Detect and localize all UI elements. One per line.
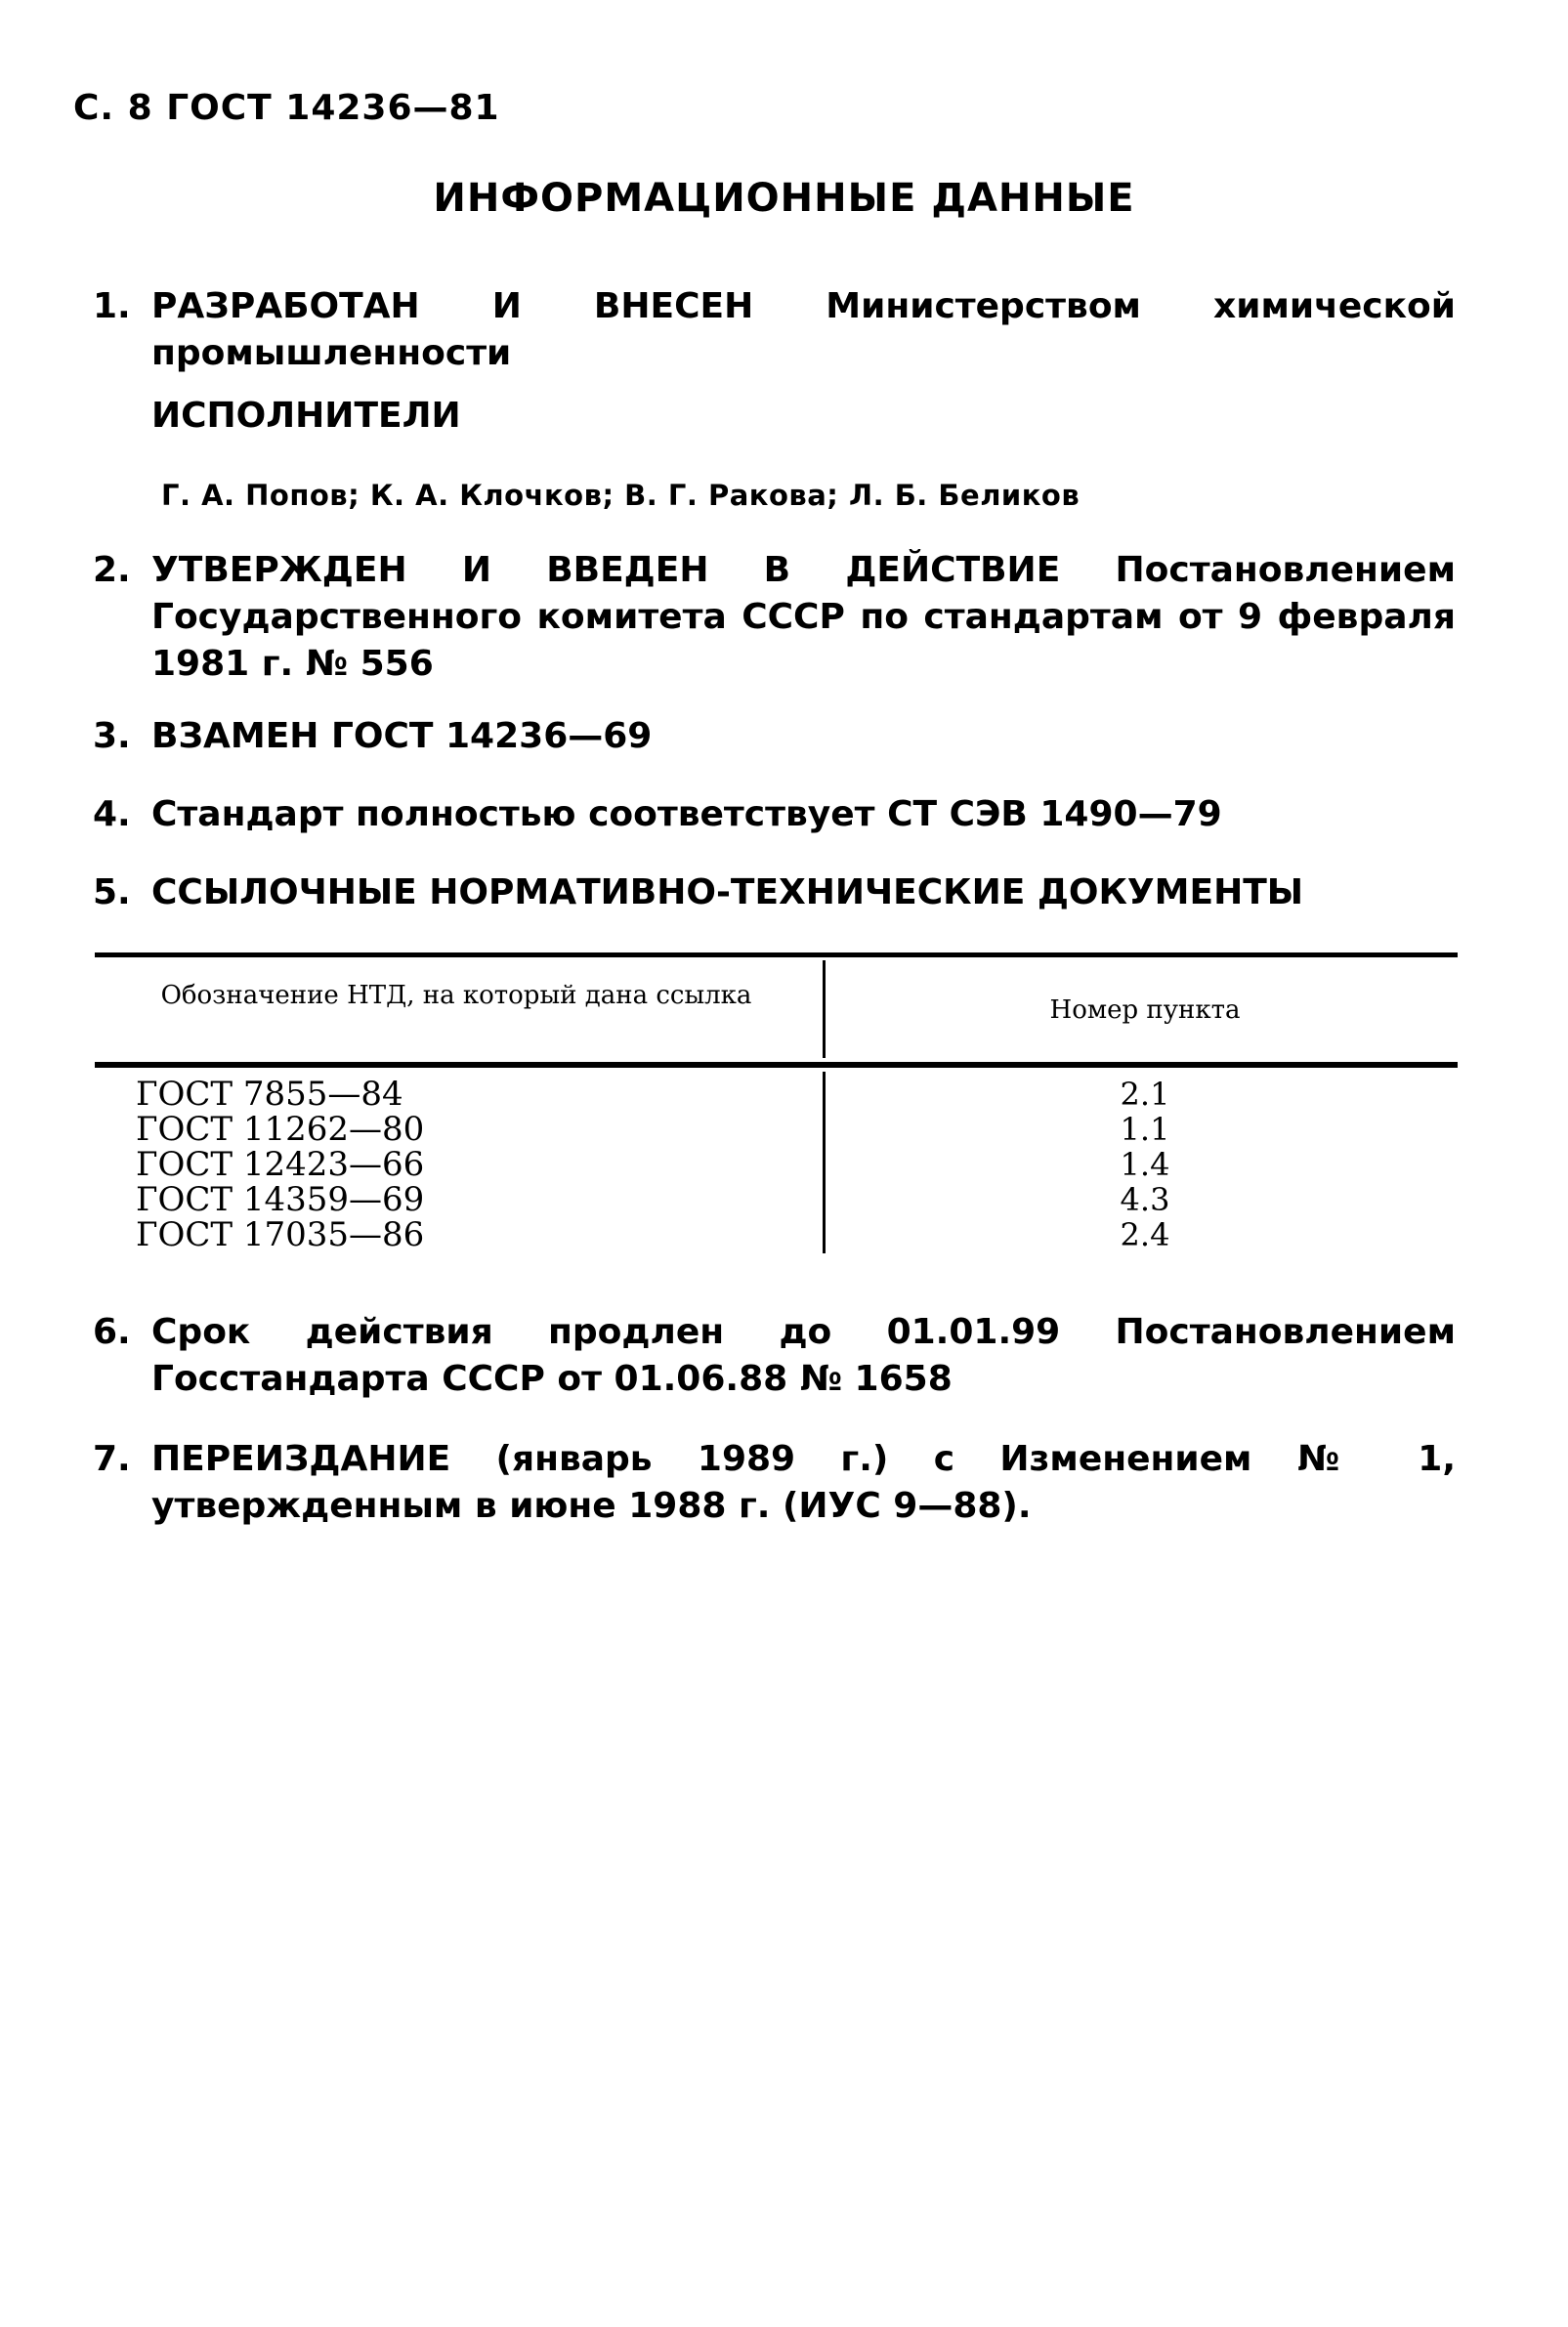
executors-list: Г. А. Попов; К. А. Клочков; В. Г. Ракова; Л. Б. Беликов xyxy=(161,479,1081,512)
info-item-3 xyxy=(93,713,1456,760)
page-title: ИНФОРМАЦИОННЫЕ ДАННЫЕ xyxy=(433,176,1135,221)
item-number: 7. xyxy=(93,1439,131,1479)
item-number: 4. xyxy=(93,794,131,834)
table-column-divider xyxy=(823,960,826,1058)
item-number: 1. xyxy=(93,286,131,326)
info-item-4 xyxy=(93,791,1456,838)
executors-heading: ИСПОЛНИТЕЛИ xyxy=(151,396,461,436)
item-text: ССЫЛОЧНЫЕ НОРМАТИВНО-ТЕХНИЧЕСКИЕ ДОКУМЕНТЫ xyxy=(151,872,1304,912)
table-cell-designation: ГОСТ 7855—84 xyxy=(136,1075,403,1114)
reference-table xyxy=(95,952,1458,1280)
table-cell-clause-number: 2.4 xyxy=(1120,1216,1170,1253)
table-cell-designation: ГОСТ 17035—86 xyxy=(136,1215,425,1254)
table-cell-clause-number: 4.3 xyxy=(1120,1181,1170,1218)
page-header: С. 8 ГОСТ 14236—81 xyxy=(73,88,500,128)
item-text: УТВЕРЖДЕН И ВВЕДЕН В ДЕЙСТВИЕ Постановлением Государственного комитета СССР по стандартам от 9 февраля 1981 г. № 556 xyxy=(151,550,1456,684)
item-number: 5. xyxy=(93,872,131,912)
info-item-1 xyxy=(93,283,1456,377)
table-column-clause-number xyxy=(837,1077,1453,1252)
info-item-6 xyxy=(93,1309,1456,1403)
item-text: РАЗРАБОТАН И ВНЕСЕН Министерством химической промышленности xyxy=(151,286,1456,373)
table-cell-clause-number: 1.4 xyxy=(1120,1146,1170,1183)
item-text: Срок действия продлен до 01.01.99 Постановлением Госстандарта СССР от 01.06.88 № 1658 xyxy=(151,1312,1456,1399)
table-header-clause-number: Номер пункта xyxy=(1049,995,1241,1025)
table-cell-designation: ГОСТ 12423—66 xyxy=(136,1145,425,1184)
item-text: ПЕРЕИЗДАНИЕ (январь 1989 г.) с Изменением № 1, утвержденным в июне 1988 г. (ИУС 9—88). xyxy=(151,1439,1456,1526)
table-top-rule xyxy=(95,952,1458,957)
item-text: Стандарт полностью соответствует СТ СЭВ 1490—79 xyxy=(151,794,1222,834)
info-item-2 xyxy=(93,547,1456,688)
table-cell-designation: ГОСТ 11262—80 xyxy=(136,1110,425,1149)
table-column-designation xyxy=(136,1077,424,1252)
table-header-designation: Обозначение НТД, на который дана ссылка xyxy=(160,981,752,1010)
info-item-7 xyxy=(93,1436,1456,1530)
item-number: 3. xyxy=(93,716,131,756)
table-cell-clause-number: 1.1 xyxy=(1120,1111,1170,1148)
item-number: 6. xyxy=(93,1312,131,1352)
table-column-divider xyxy=(823,1072,826,1253)
item-number: 2. xyxy=(93,550,131,590)
table-header-rule xyxy=(95,1062,1458,1068)
item-text: ВЗАМЕН ГОСТ 14236—69 xyxy=(151,716,653,756)
info-item-5 xyxy=(93,869,1456,916)
table-cell-clause-number: 2.1 xyxy=(1120,1076,1170,1113)
table-cell-designation: ГОСТ 14359—69 xyxy=(136,1180,425,1219)
